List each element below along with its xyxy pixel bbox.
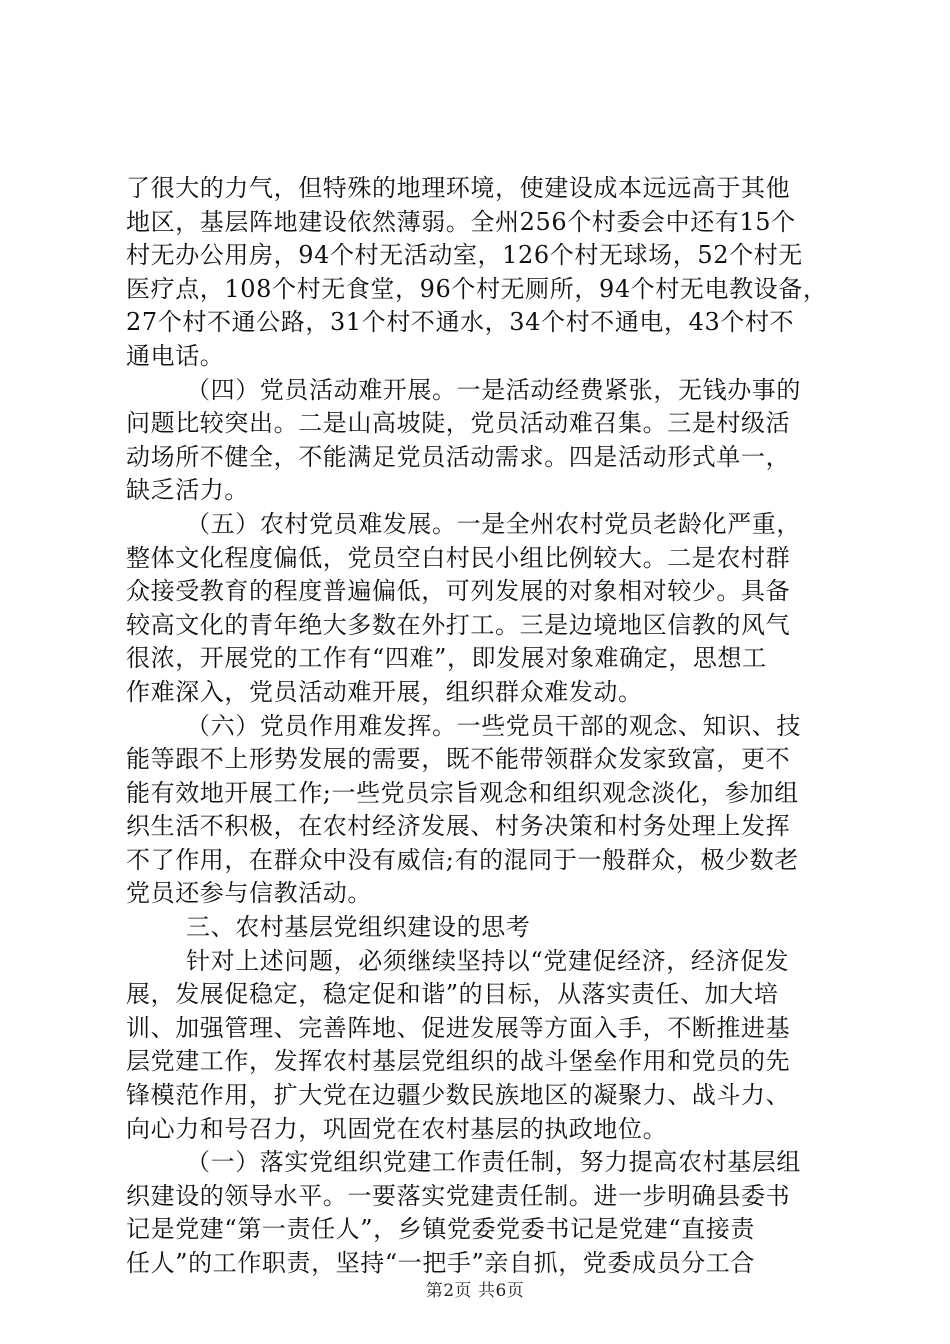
text-line: 训、加强管理、完善阵地、促进发展等方面入手，不断推进基 xyxy=(126,1013,791,1042)
text-line: 党员还参与信教活动。 xyxy=(126,879,372,908)
paragraph-start-line: 针对上述问题，必须继续坚持以“党建促经济，经济促发 xyxy=(186,946,790,975)
text-line: 层党建工作，发挥农村基层党组织的战斗堡垒作用和党员的先 xyxy=(126,1047,791,1076)
text-line: 很浓，开展党的工作有“四难”，即发展对象难确定，思想工 xyxy=(126,644,767,673)
text-line: 动场所不健全，不能满足党员活动需求。四是活动形式单一， xyxy=(126,442,791,471)
text-line: 较高文化的青年绝大多数在外打工。三是边境地区信教的风气 xyxy=(126,610,791,639)
text-line: 地区，基层阵地建设依然薄弱。全州256个村委会中还有15个 xyxy=(126,207,796,236)
text-line: 27个村不通公路，31个村不通水，34个村不通电，43个村不 xyxy=(126,308,795,337)
text-line: 通电话。 xyxy=(126,341,225,370)
section-heading: 三、农村基层党组织建设的思考 xyxy=(186,913,531,942)
text-line: 作难深入，党员活动难开展，组织群众难发动。 xyxy=(126,677,643,706)
text-line: 医疗点，108个村无食堂，96个村无厕所，94个村无电教设备， xyxy=(126,274,828,303)
text-line: 能有效地开展工作;一些党员宗旨观念和组织观念淡化，参加组 xyxy=(126,778,799,807)
text-line: 众接受教育的程度普遍偏低，可列发展的对象相对较少。具备 xyxy=(126,577,791,606)
text-line: 问题比较突出。二是山高坡陡，党员活动难召集。三是村级活 xyxy=(126,409,791,438)
paragraph-start-line: （五）农村党员难发展。一是全州农村党员老龄化严重， xyxy=(186,509,801,538)
document-body xyxy=(126,172,830,1281)
text-line: 了很大的力气，但特殊的地理环境，使建设成本远远高于其他 xyxy=(126,174,791,202)
text-line: 能等跟不上形势发展的需要，既不能带领群众发家致富，更不 xyxy=(126,745,791,774)
text-line: 村无办公用房，94个村无活动室，126个村无球场，52个村无 xyxy=(126,241,803,270)
text-line: 不了作用，在群众中没有威信;有的混同于一般群众，极少数老 xyxy=(126,845,799,874)
page-number-footer: 第2页 共6页 xyxy=(425,1281,525,1301)
text-line: 锋模范作用，扩大党在边疆少数民族地区的凝聚力、战斗力、 xyxy=(126,1081,791,1110)
text-line: 展，发展促稳定，稳定促和谐”的目标，从落实责任、加大培 xyxy=(126,980,779,1009)
text-line: 向心力和号召力，巩固党在农村基层的执政地位。 xyxy=(126,1114,668,1143)
text-line: 整体文化程度偏低，党员空白村民小组比例较大。二是农村群 xyxy=(126,543,791,572)
paragraph-start-line: （一）落实党组织党建工作责任制，努力提高农村基层组 xyxy=(186,1148,801,1177)
text-line: 记是党建“第一责任人”，乡镇党委党委书记是党建“直接责 xyxy=(126,1215,756,1244)
paragraph-start-line: （六）党员作用难发挥。一些党员干部的观念、知识、技 xyxy=(186,711,801,740)
paragraph-start-line: （四）党员活动难开展。一是活动经费紧张，无钱办事的 xyxy=(186,375,801,404)
text-line: 织建设的领导水平。一要落实党建责任制。进一步明确县委书 xyxy=(126,1181,791,1210)
text-line: 任人”的工作职责，坚持“一把手”亲自抓，党委成员分工合 xyxy=(126,1249,756,1277)
text-line: 织生活不积极，在农村经济发展、村务决策和村务处理上发挥 xyxy=(126,812,791,841)
text-line: 缺乏活力。 xyxy=(126,476,249,505)
